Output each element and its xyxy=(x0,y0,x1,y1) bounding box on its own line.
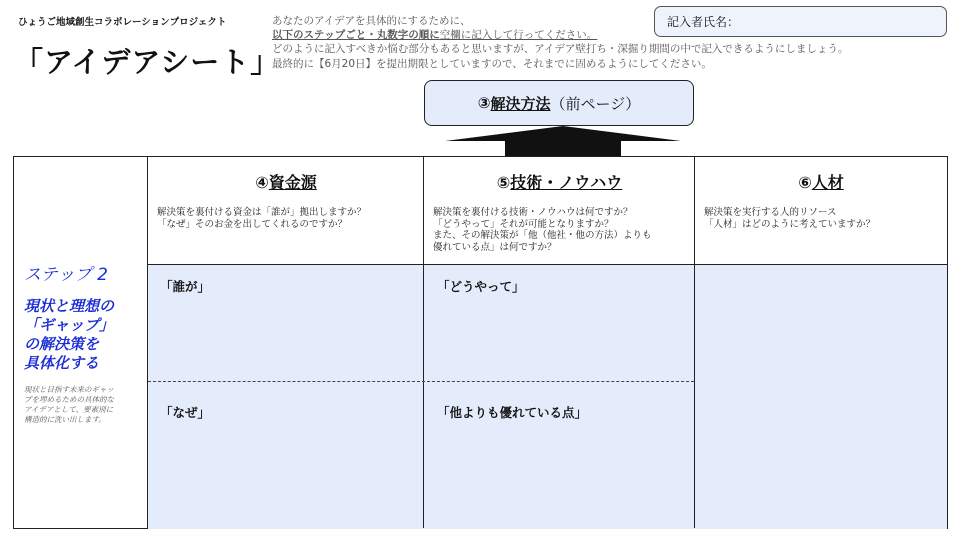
project-name: ひょうご地域創生コラボレーションプロジェクト xyxy=(18,17,227,28)
instruction-emphasis: 以下のステップごと・丸数字の順に xyxy=(272,29,440,42)
column-desc-line: また、その解決策が「他（他社・他の方法）よりも xyxy=(433,230,652,241)
column-number: ④ xyxy=(255,173,269,192)
step-desc-line: プを埋めるための具体的な xyxy=(24,395,114,404)
instruction-line-3: どのように記入すべきか悩む部分もあると思いますが、アイデア壁打ち・深掘り期間の中で記入できるようにしましょう。 xyxy=(272,43,849,56)
column-desc-line: 解決策を裏付ける技術・ノウハウは何ですか？ xyxy=(433,207,633,218)
cell-label-why: 「なぜ」 xyxy=(160,405,211,420)
column-desc-line: 解決策を裏付ける資金は「誰が」拠出しますか？ xyxy=(157,207,367,218)
cell-who[interactable] xyxy=(148,265,424,529)
column-description-funding xyxy=(157,207,366,230)
solution-title: 解決方法 xyxy=(490,94,551,113)
column-number: ⑥ xyxy=(798,173,812,192)
column-title-text: 人材 xyxy=(811,173,844,192)
column-divider xyxy=(694,157,695,528)
step-heading-line: の解決策を xyxy=(24,335,100,353)
column-title-funding xyxy=(148,170,424,193)
column-desc-line: 解決策を実行する人的リソース xyxy=(704,207,837,218)
header-divider xyxy=(147,264,947,265)
step-desc-line: 現状と目指す未来のギャッ xyxy=(24,385,114,394)
step-desc-line: 構造的に洗い出します。 xyxy=(24,415,106,424)
solution-number: ③ xyxy=(477,94,491,112)
cell-how[interactable] xyxy=(424,265,695,529)
up-arrow-icon xyxy=(445,126,681,157)
column-description-technology xyxy=(433,207,652,253)
author-name-label: 記入者氏名： xyxy=(667,15,740,29)
column-desc-line: 「人材」はどのように考えていますか？ xyxy=(704,218,876,230)
solution-note: （前ページ） xyxy=(550,94,641,113)
idea-grid xyxy=(13,156,948,529)
step-label: ステップ 2 xyxy=(24,265,108,285)
step-heading xyxy=(24,297,114,373)
instruction-line-2-rest: 空欄に記入して行ってください。 xyxy=(439,29,598,42)
page-title: 「アイデアシート」 xyxy=(14,45,281,79)
cell-label-advantage: 「他よりも優れている点」 xyxy=(437,405,588,420)
column-number: ⑤ xyxy=(496,173,511,192)
solution-method-box xyxy=(424,80,694,126)
step-heading-line: 現状と理想の xyxy=(24,297,115,315)
column-title-technology xyxy=(424,170,695,193)
column-description-people xyxy=(704,207,875,230)
step-heading-line: 具体化する xyxy=(24,354,100,372)
column-title-text: 資金源 xyxy=(268,173,317,192)
column-desc-line: 「なぜ」そのお金を出してくれるのですか？ xyxy=(157,218,348,230)
column-title-people xyxy=(695,170,947,193)
step-desc-line: アイデアとして、要素別に xyxy=(24,405,114,414)
column-title-text: 技術・ノウハウ xyxy=(510,173,623,192)
column-desc-line: 「どうやって」それが可能となりますか？ xyxy=(433,218,614,230)
instruction-line-4: 最終的に【6月20日】を提出期限としていますので、それまでに固めるようにしてください。 xyxy=(272,57,712,70)
cell-label-how: 「どうやって」 xyxy=(437,279,525,294)
cell-people[interactable] xyxy=(695,265,947,529)
author-name-field[interactable] xyxy=(654,6,947,37)
column-desc-line: 優れている点」は何ですか？ xyxy=(433,241,557,253)
cell-label-who: 「誰が」 xyxy=(160,279,211,294)
step-description xyxy=(24,385,114,425)
column-divider xyxy=(423,157,424,528)
column-divider xyxy=(147,157,148,528)
cell-divider xyxy=(148,381,694,382)
step-heading-line: 「ギャップ」 xyxy=(24,316,115,334)
instruction-line-1: あなたのアイデアを具体的にするために、 xyxy=(272,15,471,27)
